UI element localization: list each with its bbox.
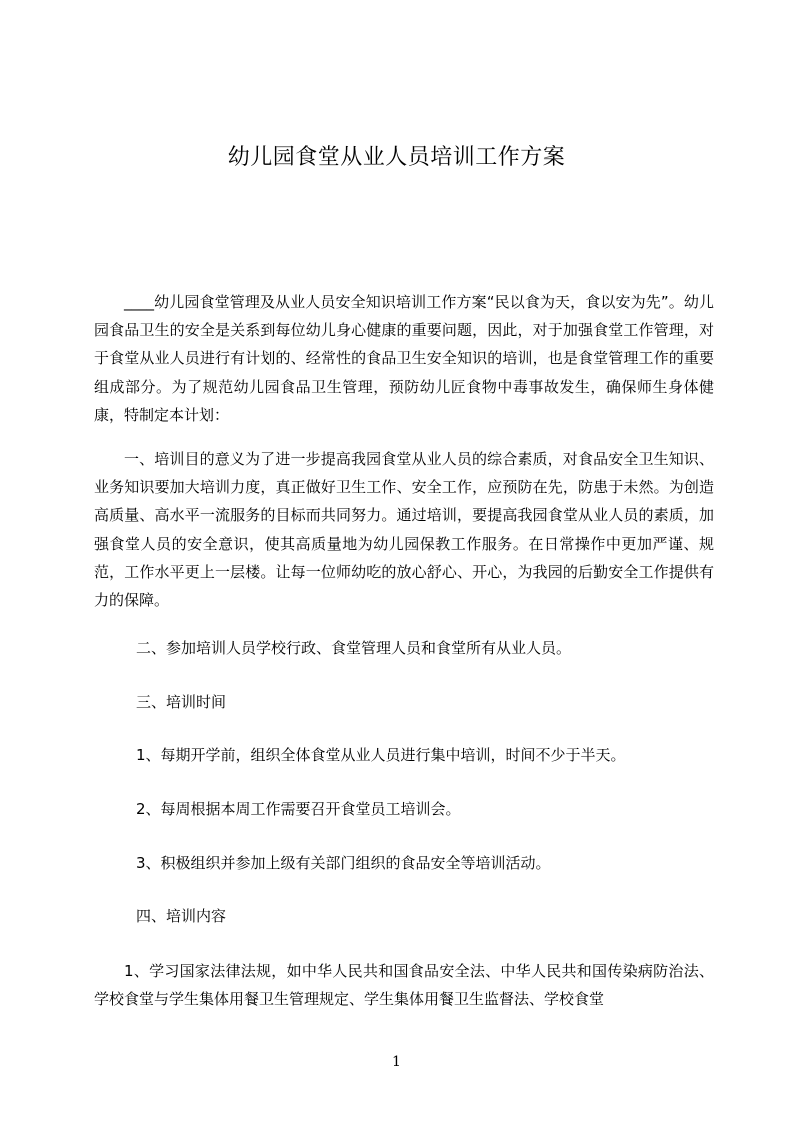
section-4-item-1: 1、学习国家法律法规，如中华人民共和国食品安全法、中华人民共和国传染病防治法、学校食堂与学生集体用餐卫生管理规定、学生集体用餐卫生监督法、学校食堂	[94, 962, 714, 1009]
section-3-item-3: 3、积极组织并参加上级有关部门组织的食品安全等培训活动。	[136, 854, 551, 872]
section-3-item-2: 2、每周根据本周工作需要召开食堂员工培训会。	[136, 800, 461, 818]
intro-paragraph: ____幼儿园食堂管理及从业人员安全知识培训工作方案“民以食为天，食以安为先”。幼儿园食品卫生的安全是关系到每位幼儿身心健康的重要问题，因此，对于加强食堂工作管理，对于食堂从业人员进行有计划的、经常性的食品卫生安全知识的培训，也是食堂管理工作的重要组成部分。为了规范幼儿园食品卫生管理，预防幼儿匠食物中毒事故发生，确保师生身体健康，特制定本计划：	[94, 293, 714, 424]
section-2-paragraph: 二、参加培训人员学校行政、食堂管理人员和食堂所有从业人员。	[136, 639, 572, 657]
page-number: 1	[392, 1054, 401, 1070]
section-1-paragraph: 一、培训目的意义为了进一步提高我园食堂从业人员的综合素质，对食品安全卫生知识、业务知识要加大培训力度，真正做好卫生工作、安全工作，应预防在先，防患于未然。为创造高质量、高水平一流服务的目标而共同努力。通过培训，要提高我园食堂从业人员的素质，加强食堂人员的安全意识，使其高质量地为幼儿园保教工作服务。在日常操作中更加严谨、规范，工作水平更上一层楼。让每一位师幼吃的放心舒心、开心，为我园的后勤安全工作提供有力的保障。	[94, 450, 714, 610]
section-3-item-1: 1、每期开学前，组织全体食堂从业人员进行集中培训，时间不少于半天。	[136, 746, 626, 764]
document-title: 幼儿园食堂从业人员培训工作方案	[227, 145, 566, 170]
section-3-heading: 三、培训时间	[136, 693, 227, 711]
section-4-heading: 四、培训内容	[136, 907, 227, 925]
